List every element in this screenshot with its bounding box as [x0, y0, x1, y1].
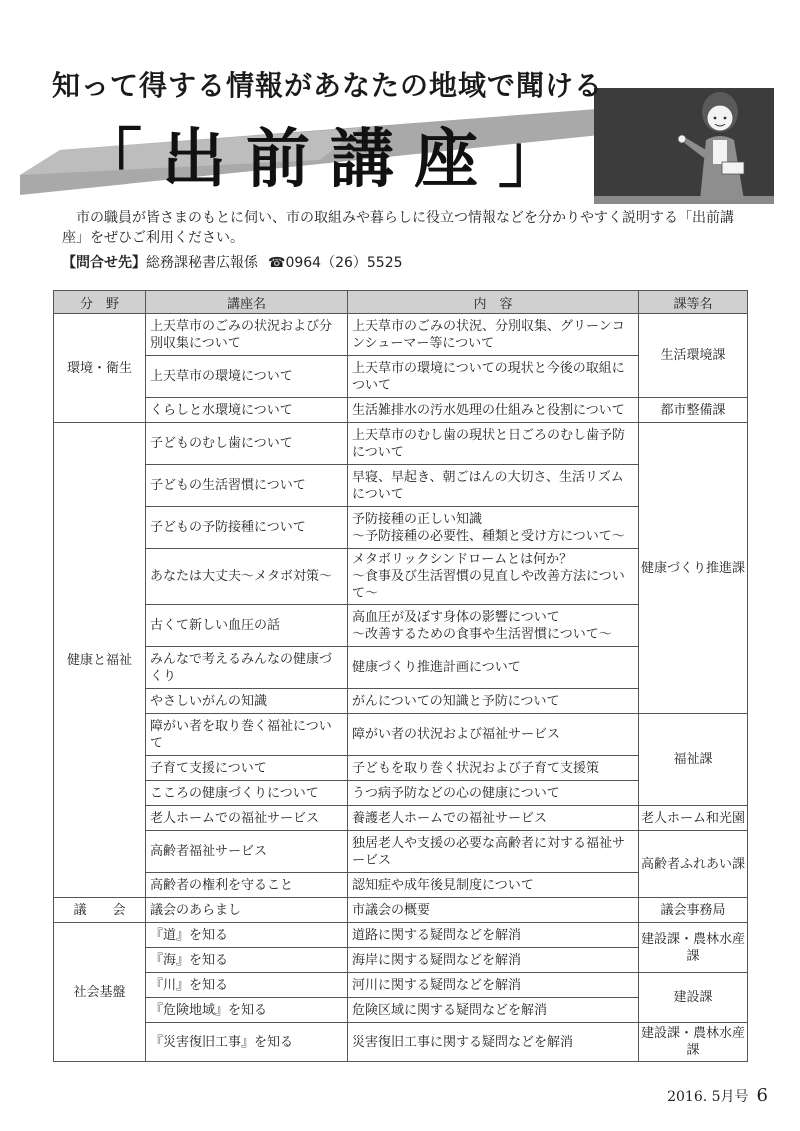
dept-cell: 福祉課 [639, 714, 748, 806]
header-course: 講座名 [146, 291, 348, 314]
content-cell: 生活雑排水の汚水処理の仕組みと役割について [348, 398, 639, 423]
course-cell: やさしいがんの知識 [146, 689, 348, 714]
content-cell: 独居老人や支援の必要な高齢者に対する福祉サービス [348, 831, 639, 873]
dept-cell: 都市整備課 [639, 398, 748, 423]
contact-tel: ☎0964（26）5525 [268, 255, 403, 271]
dept-cell: 生活環境課 [639, 314, 748, 398]
table-row [54, 831, 748, 873]
dept-cell: 議会事務局 [639, 898, 748, 923]
course-cell: 『道』を知る [146, 923, 348, 948]
table-row [54, 398, 748, 423]
content-cell: 子どもを取り巻く状況および子育て支援策 [348, 756, 639, 781]
dept-cell: 健康づくり推進課 [639, 423, 748, 714]
content-cell: 養護老人ホームでの福祉サービス [348, 806, 639, 831]
content-cell: 早寝、早起き、朝ごはんの大切さ、生活リズムについて [348, 465, 639, 507]
course-cell: 子どもの生活習慣について [146, 465, 348, 507]
content-cell: 健康づくり推進計画について [348, 647, 639, 689]
content-cell: 上天草市のむし歯の現状と日ごろのむし歯予防について [348, 423, 639, 465]
table-row [54, 898, 748, 923]
course-cell: みんなで考えるみんなの健康づくり [146, 647, 348, 689]
dept-cell: 高齢者ふれあい課 [639, 831, 748, 898]
course-cell: 上天草市のごみの状況および分別収集について [146, 314, 348, 356]
dept-cell: 老人ホーム和光園 [639, 806, 748, 831]
contact-dept: 総務課秘書広報係 [146, 255, 258, 271]
content-cell: 市議会の概要 [348, 898, 639, 923]
course-cell: くらしと水環境について [146, 398, 348, 423]
contact-label: 【問合せ先】 [62, 255, 146, 271]
content-cell: 道路に関する疑問などを解消 [348, 923, 639, 948]
course-cell: 議会のあらまし [146, 898, 348, 923]
table-row [54, 973, 748, 998]
header-dept: 課等名 [639, 291, 748, 314]
lecture-table [53, 290, 748, 1062]
dept-cell: 建設課・農林水産課 [639, 923, 748, 973]
course-cell: あなたは大丈夫～メタボ対策～ [146, 549, 348, 605]
content-cell: 認知症や成年後見制度について [348, 873, 639, 898]
content-cell: 海岸に関する疑問などを解消 [348, 948, 639, 973]
course-cell: 子育て支援について [146, 756, 348, 781]
table-header-row [54, 291, 748, 314]
content-cell: 予防接種の正しい知識 ～予防接種の必要性、種類と受け方について～ [348, 507, 639, 549]
course-cell: 高齢者の権利を守ること [146, 873, 348, 898]
field-cell: 環境・衛生 [54, 314, 146, 423]
course-cell: こころの健康づくりについて [146, 781, 348, 806]
course-cell: 『川』を知る [146, 973, 348, 998]
content-cell: 危険区域に関する疑問などを解消 [348, 998, 639, 1023]
page-footer [667, 1085, 768, 1106]
intro-text: 市の職員が皆さまのもとに伺い、市の取組みや暮らしに役立つ情報などを分かりやすく説明する「出前講座」をぜひご利用ください。 [62, 210, 734, 246]
course-cell: 上天草市の環境について [146, 356, 348, 398]
table-row [54, 806, 748, 831]
course-cell: 老人ホームでの福祉サービス [146, 806, 348, 831]
table-row [54, 314, 748, 356]
course-cell: 古くて新しい血圧の話 [146, 605, 348, 647]
issue-label: 2016. 5月号 [667, 1089, 749, 1105]
content-cell: 障がい者の状況および福祉サービス [348, 714, 639, 756]
content-cell: 高血圧が及ぼす身体の影響について ～改善するための食事や生活習慣について～ [348, 605, 639, 647]
content-cell: 上天草市のごみの状況、分別収集、グリーンコンシューマー等について [348, 314, 639, 356]
intro-section [62, 208, 752, 248]
field-cell: 健康と福祉 [54, 423, 146, 898]
course-cell: 『海』を知る [146, 948, 348, 973]
content-cell: がんについての知識と予防について [348, 689, 639, 714]
table-row [54, 423, 748, 465]
content-cell: 災害復旧工事に関する疑問などを解消 [348, 1023, 639, 1062]
course-cell: 『危険地域』を知る [146, 998, 348, 1023]
dept-cell: 建設課・農林水産課 [639, 1023, 748, 1062]
course-cell: 障がい者を取り巻く福祉について [146, 714, 348, 756]
dept-cell: 建設課 [639, 973, 748, 1023]
course-cell: 子どもの予防接種について [146, 507, 348, 549]
content-cell: 河川に関する疑問などを解消 [348, 973, 639, 998]
contact-line [62, 252, 403, 272]
course-cell: 高齢者福祉サービス [146, 831, 348, 873]
table-row [54, 923, 748, 948]
content-cell: メタボリックシンドロームとは何か？ ～食事及び生活習慣の見直しや改善方法について～ [348, 549, 639, 605]
table-row [54, 1023, 748, 1062]
header-content: 内 容 [348, 291, 639, 314]
blackboard-icon [594, 88, 774, 204]
table-row [54, 714, 748, 756]
header-field: 分 野 [54, 291, 146, 314]
field-cell: 議 会 [54, 898, 146, 923]
course-cell: 子どものむし歯について [146, 423, 348, 465]
field-cell: 社会基盤 [54, 923, 146, 1062]
page-headline: 知って得する情報があなたの地域で聞ける [52, 69, 604, 102]
course-cell: 『災害復旧工事』を知る [146, 1023, 348, 1062]
content-cell: 上天草市の環境についての現状と今後の取組について [348, 356, 639, 398]
page-number: 6 [756, 1085, 768, 1106]
content-cell: うつ病予防などの心の健康について [348, 781, 639, 806]
page-title: 「出前講座」 [78, 123, 582, 197]
